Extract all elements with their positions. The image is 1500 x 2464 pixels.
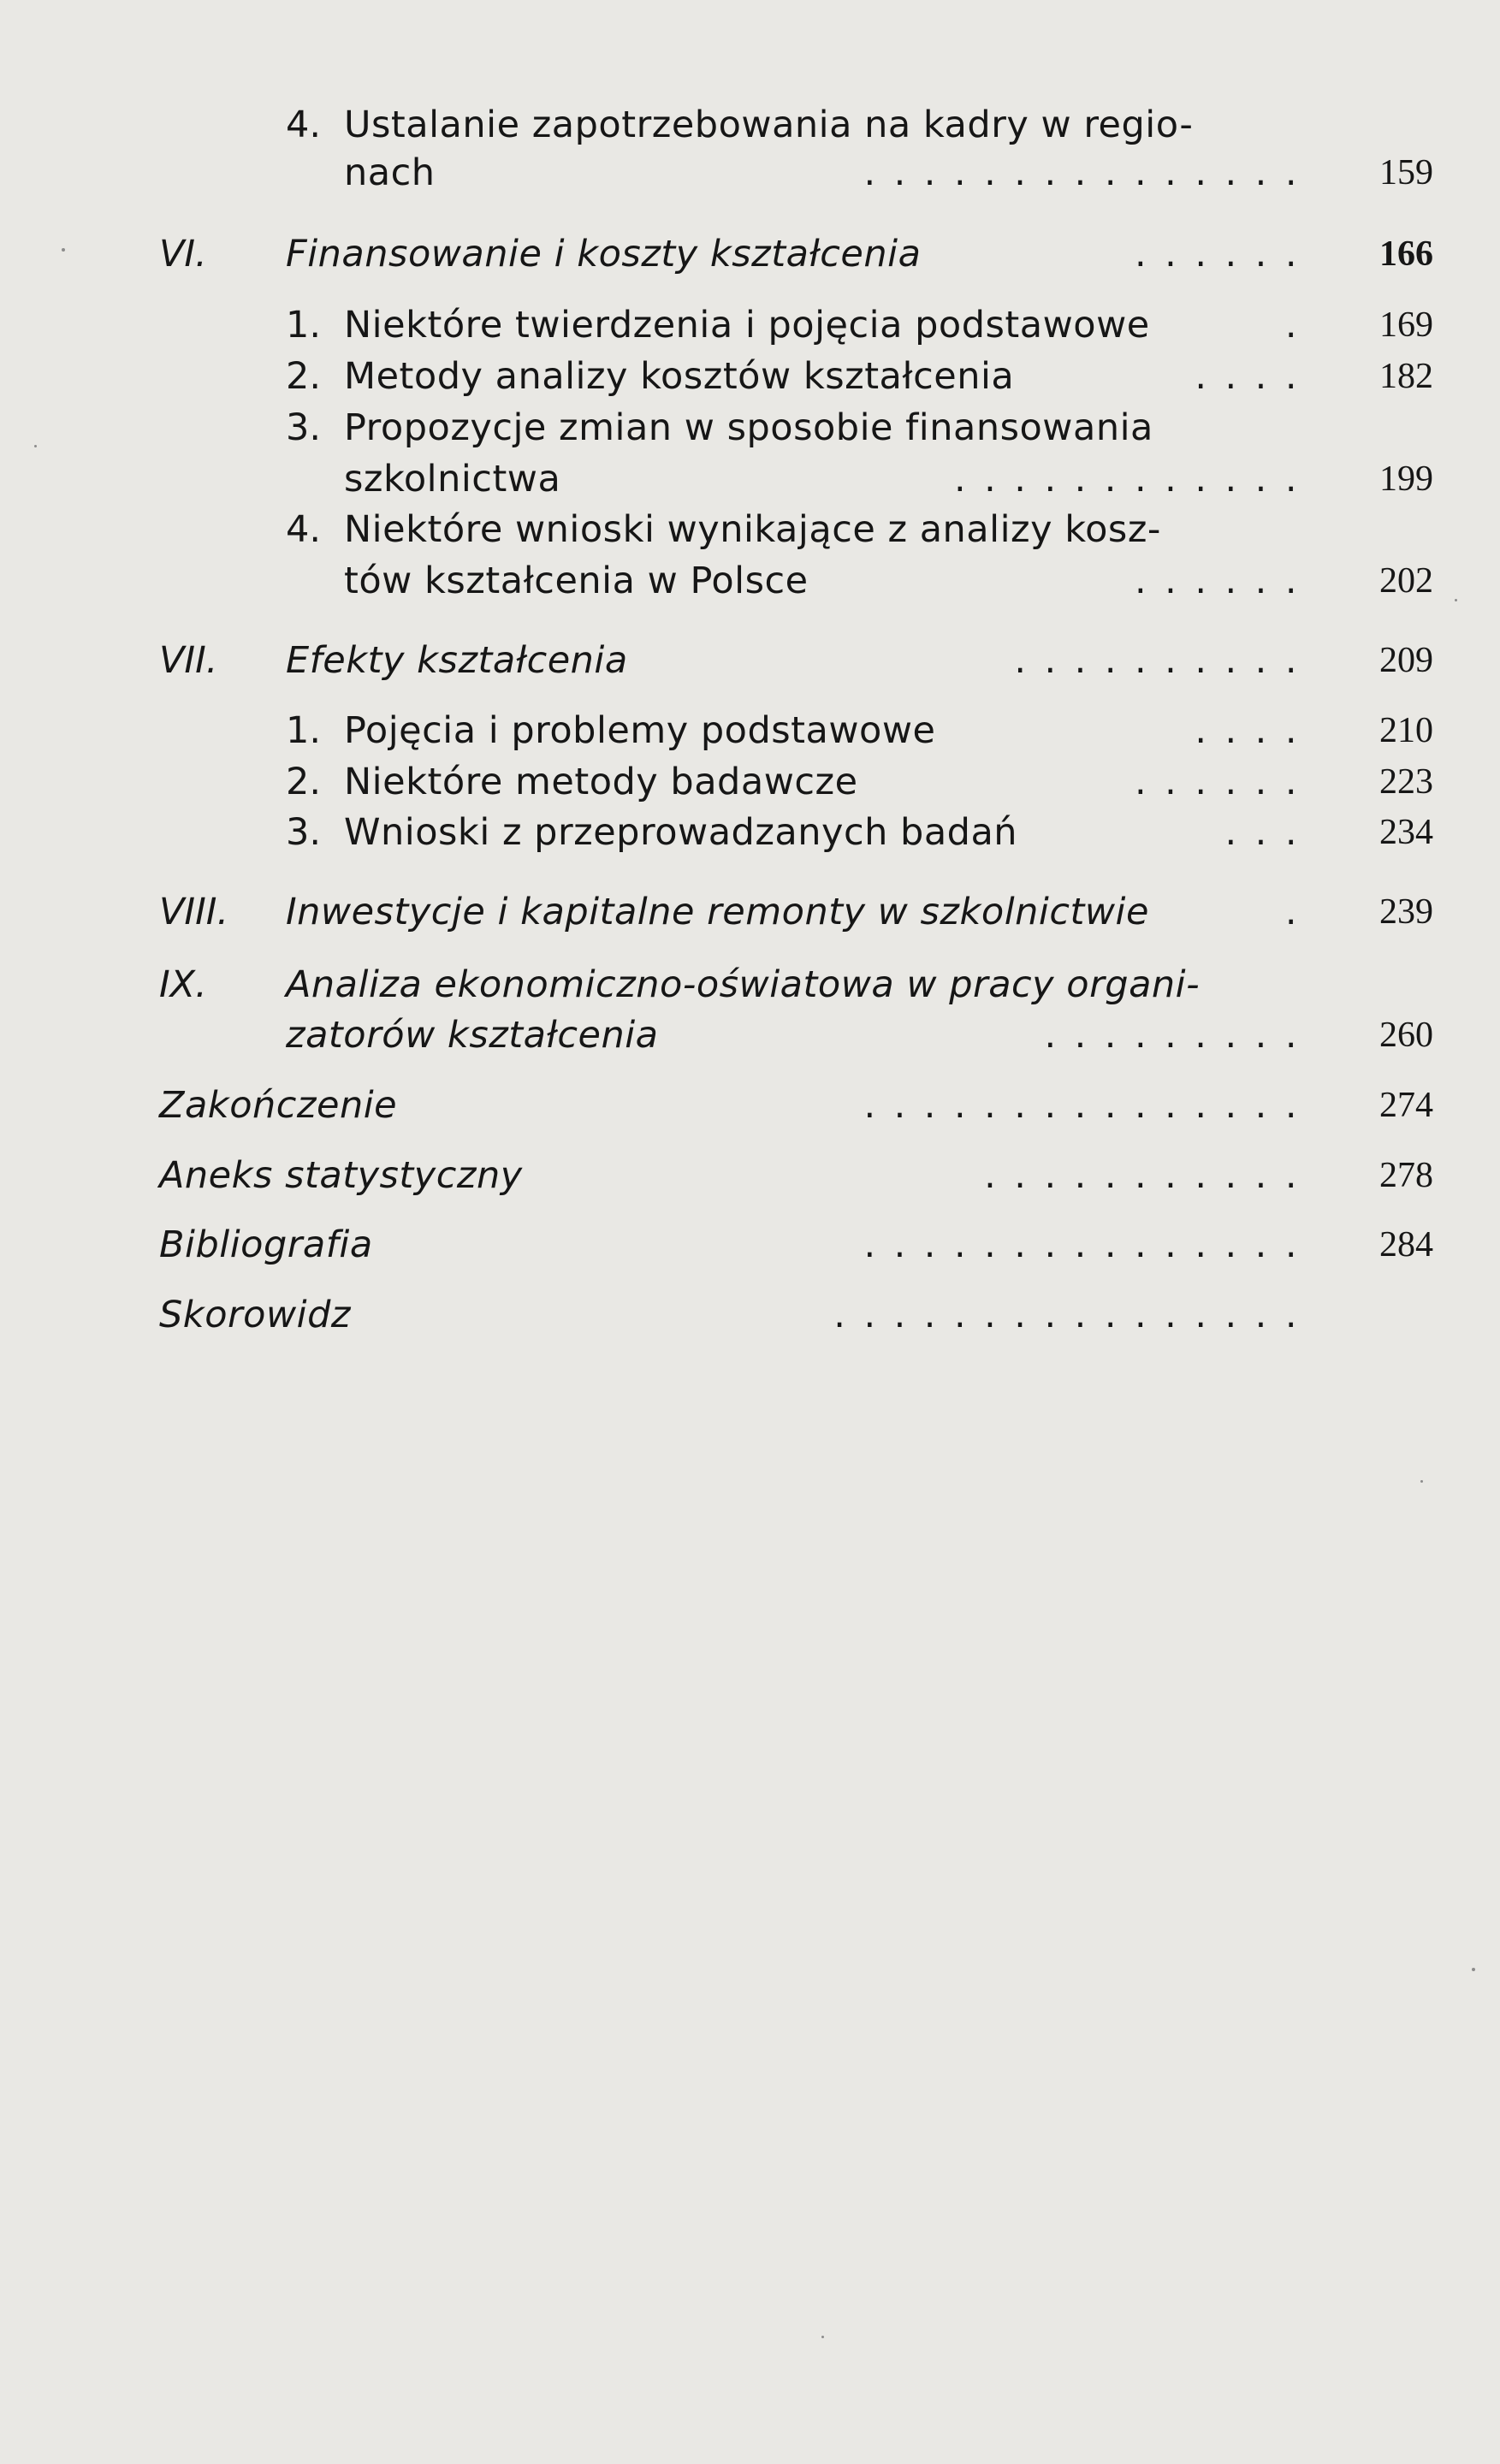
entry-title-line: Niektóre metody badawcze: [344, 761, 858, 803]
dot-leader: ..........: [1014, 639, 1315, 682]
chapter-title: Finansowanie i koszty kształcenia: [286, 233, 922, 275]
dot-leader: ...: [1224, 811, 1315, 854]
toc-entry: [0, 299, 1500, 351]
toc-entry-continuation: [0, 453, 1500, 505]
paper-speck: [34, 445, 37, 447]
dot-leader: ......: [1134, 761, 1315, 803]
toc-chapter: [0, 886, 1500, 938]
toc-backmatter: [0, 1150, 1500, 1201]
chapter-title-line: zatorów kształcenia: [286, 1014, 659, 1057]
chapter-number: IX.: [159, 963, 207, 1006]
entry-number: 3.: [286, 811, 322, 854]
toc-chapter: [0, 635, 1500, 686]
backmatter-page: 274: [1379, 1086, 1433, 1125]
chapter-page: 260: [1379, 1016, 1433, 1055]
chapter-number: VII.: [159, 639, 218, 682]
backmatter-page: 278: [1379, 1156, 1433, 1195]
entry-number: 4.: [286, 104, 322, 146]
backmatter-title: Skorowidz: [159, 1294, 351, 1336]
toc-entry: [0, 351, 1500, 402]
entry-page: 210: [1379, 711, 1433, 750]
backmatter-title: Zakończenie: [159, 1084, 398, 1127]
entry-title-line: szkolnictwa: [344, 458, 561, 500]
dot-leader: ......: [1134, 560, 1315, 602]
entry-title-line: Pojęcia i problemy podstawowe: [344, 709, 936, 752]
dot-leader: ................: [833, 1294, 1315, 1336]
dot-leader: ...............: [863, 1084, 1315, 1127]
toc-entry: [0, 504, 1500, 555]
entry-title-line: tów kształcenia w Polsce: [344, 560, 809, 602]
chapter-title: Inwestycje i kapitalne remonty w szkolnictwie: [286, 891, 1149, 933]
entry-number: 4.: [286, 508, 322, 551]
toc-entry: [0, 756, 1500, 808]
dot-leader: ...............: [863, 151, 1315, 194]
chapter-number: VI.: [159, 233, 207, 275]
paper-speck: [1472, 1968, 1475, 1971]
entry-page: 169: [1379, 305, 1433, 345]
entry-page: 159: [1379, 153, 1433, 192]
dot-leader: ....: [1195, 709, 1315, 752]
entry-number: 1.: [286, 304, 322, 346]
toc-chapter: [0, 959, 1500, 1010]
paper-speck: [1455, 599, 1457, 601]
chapter-page: 239: [1379, 892, 1433, 932]
chapter-page: 166: [1379, 234, 1433, 274]
paper-speck: [821, 2336, 824, 2338]
toc-entry: [0, 705, 1500, 756]
dot-leader: .: [1284, 891, 1315, 933]
entry-page: 199: [1379, 459, 1433, 499]
backmatter-page: 284: [1379, 1225, 1433, 1265]
paper-speck: [62, 248, 65, 252]
toc-entry: [0, 807, 1500, 858]
toc-entry-continuation: [0, 555, 1500, 607]
chapter-page: 209: [1379, 641, 1433, 680]
entry-title-line: Niektóre twierdzenia i pojęcia podstawowe: [344, 304, 1150, 346]
entry-number: 2.: [286, 355, 322, 398]
toc-chapter-continuation: [0, 1010, 1500, 1061]
dot-leader: ....: [1195, 355, 1315, 398]
backmatter-title: Bibliografia: [159, 1223, 373, 1266]
entry-title-line: Wnioski z przeprowadzanych badań: [344, 811, 1018, 854]
backmatter-title: Aneks statystyczny: [159, 1154, 523, 1197]
toc-entry: [0, 402, 1500, 453]
toc-entry-continuation: [0, 147, 1500, 198]
entry-number: 2.: [286, 761, 322, 803]
toc-backmatter: [0, 1219, 1500, 1270]
dot-leader: ............: [953, 458, 1315, 500]
dot-leader: .: [1284, 304, 1315, 346]
toc-entry: [0, 99, 1500, 151]
toc-backmatter: [0, 1080, 1500, 1131]
entry-number: 1.: [286, 709, 322, 752]
entry-page: 182: [1379, 357, 1433, 396]
chapter-title: Efekty kształcenia: [286, 639, 628, 682]
dot-leader: ......: [1134, 233, 1315, 275]
entry-title-line: nach: [344, 151, 436, 194]
chapter-number: VIII.: [159, 891, 229, 933]
entry-title-line: Propozycje zmian w sposobie finansowania: [344, 406, 1153, 449]
entry-page: 223: [1379, 762, 1433, 802]
chapter-title-line: Analiza ekonomiczno-oświatowa w pracy organi-: [286, 963, 1201, 1006]
toc-backmatter: [0, 1289, 1500, 1341]
paper-speck: [1420, 1480, 1423, 1483]
entry-title-line: Metody analizy kosztów kształcenia: [344, 355, 1015, 398]
toc-chapter: [0, 228, 1500, 280]
dot-leader: .........: [1044, 1014, 1315, 1057]
entry-title-line: Ustalanie zapotrzebowania na kadry w regio-: [344, 104, 1194, 146]
dot-leader: ...........: [984, 1154, 1315, 1197]
dot-leader: ...............: [863, 1223, 1315, 1266]
entry-page: 234: [1379, 813, 1433, 852]
entry-page: 202: [1379, 561, 1433, 601]
entry-title-line: Niektóre wnioski wynikające z analizy kosz-: [344, 508, 1161, 551]
entry-number: 3.: [286, 406, 322, 449]
